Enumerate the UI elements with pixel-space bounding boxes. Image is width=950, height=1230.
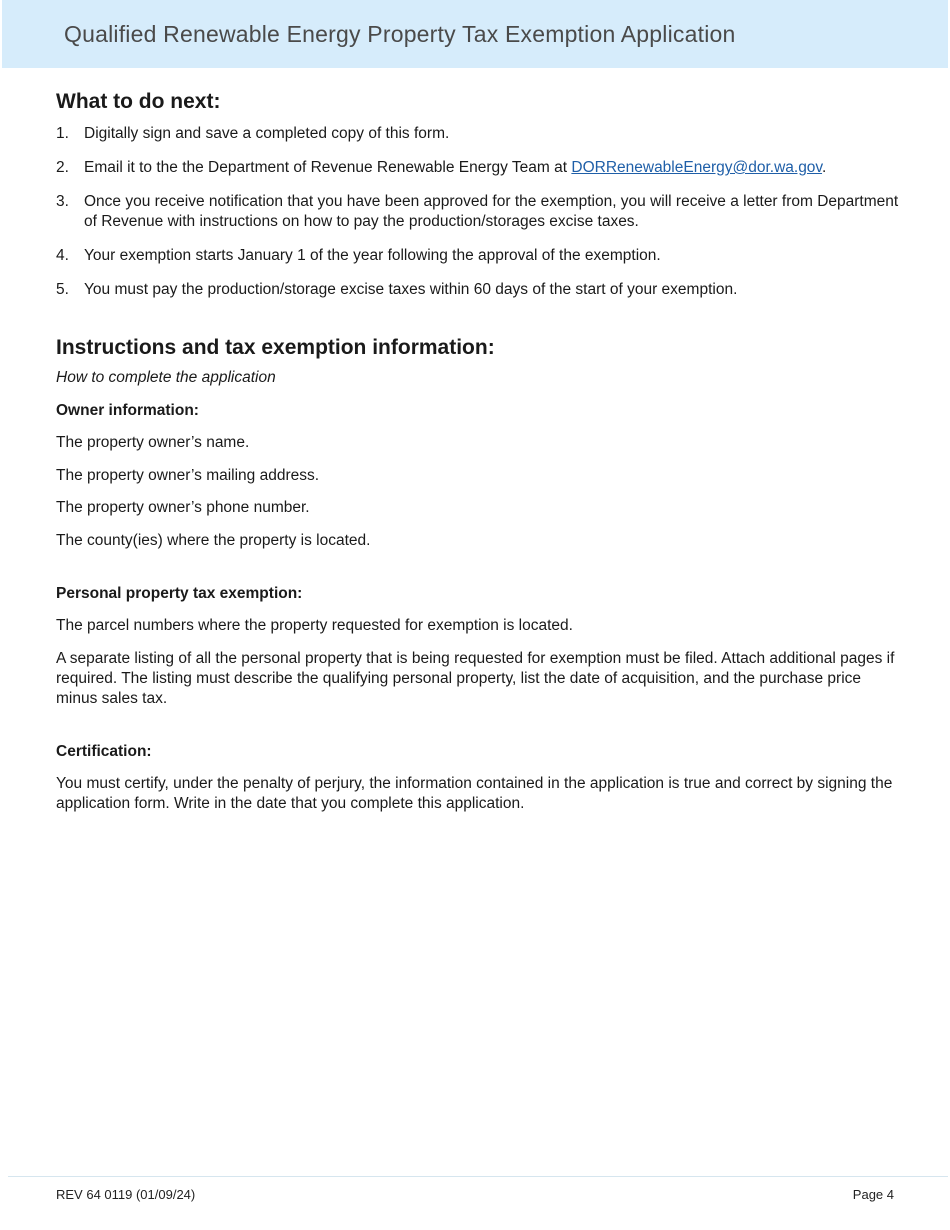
list-text-end: . <box>822 159 827 176</box>
email-link[interactable]: DORRenewableEnergy@dor.wa.gov <box>571 159 823 176</box>
list-number: 5. <box>56 281 69 298</box>
owner-info-line: The county(ies) where the property is located. <box>56 531 371 549</box>
certification-heading: Certification: <box>56 742 152 760</box>
owner-info-line: The property owner’s name. <box>56 434 250 451</box>
instructions-heading: Instructions and tax exemption information: <box>56 336 495 359</box>
list-item <box>56 280 901 300</box>
list-number: 3. <box>56 193 69 210</box>
list-item <box>56 158 901 178</box>
owner-info-line: The property owner’s phone number. <box>56 499 310 516</box>
next-steps-list <box>56 124 901 300</box>
list-item <box>56 124 901 144</box>
form-title: Qualified Renewable Energy Property Tax Exemption Application <box>64 21 736 47</box>
owner-info-heading: Owner information: <box>56 401 199 419</box>
list-number: 4. <box>56 247 69 264</box>
certification-text: You must certify, under the penalty of perjury, the information contained in the application is true and correct by signing the application form. Write in the date that you complete this application. <box>56 775 893 812</box>
page-content <box>56 88 901 827</box>
list-number: 2. <box>56 159 69 176</box>
page-header <box>2 0 948 68</box>
list-item <box>56 246 901 266</box>
list-text: Email it to the the Department of Revenue Renewable Energy Team at <box>84 159 572 176</box>
list-text: Digitally sign and save a completed copy of this form. <box>84 125 450 142</box>
personal-property-line: The parcel numbers where the property requested for exemption is located. <box>56 617 573 634</box>
list-text: Once you receive notification that you have been approved for the exemption, you will receive a letter from Department of Revenue with instructions on how to pay the production/storages excise taxes. <box>84 193 899 230</box>
list-number: 1. <box>56 125 69 142</box>
form-id: REV 64 0119 (01/09/24) <box>56 1187 196 1202</box>
personal-property-line: A separate listing of all the personal property that is being requested for exemption must be filed. Attach additional pages if required. The listing must describe the qualifying personal property, list the date of acquisition, and the purchase price minus sales tax. <box>56 649 895 707</box>
next-steps-heading: What to do next: <box>56 90 221 113</box>
page-number: Page 4 <box>852 1187 894 1202</box>
owner-info-line: The property owner’s mailing address. <box>56 466 320 484</box>
footer-divider <box>8 1176 948 1177</box>
instructions-subtitle: How to complete the application <box>56 369 276 386</box>
personal-property-heading: Personal property tax exemption: <box>56 584 303 602</box>
list-text: Your exemption starts January 1 of the year following the approval of the exemption. <box>84 247 661 264</box>
list-text: You must pay the production/storage excise taxes within 60 days of the start of your exemption. <box>84 281 738 298</box>
list-item <box>56 192 901 232</box>
